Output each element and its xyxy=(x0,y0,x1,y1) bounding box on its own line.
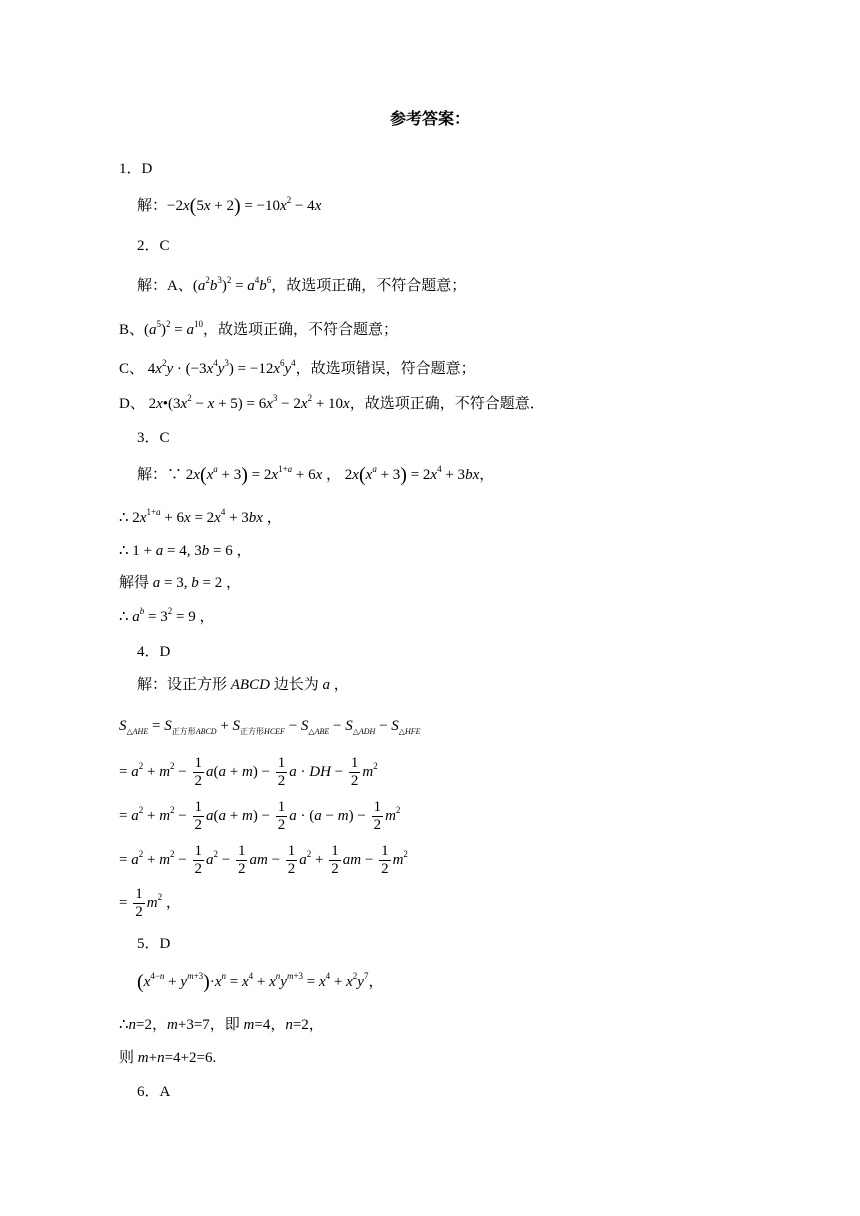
answer-4-step-1: = $a^2 + m^2$ − $\frac{1}{2}$ a(a + m) − $\frac{1}{2}$ a · DH − $\frac{1}{2}$ $m^2$ xyxy=(119,755,378,789)
answer-5-label: 5．D xyxy=(137,936,171,952)
answer-3-line-3: ∴ 1 + a = 4, 3b = 6 ， xyxy=(119,543,252,559)
answer-5-line-2: ∴n=2，m+3=7，即 m=4，n=2， xyxy=(119,1017,324,1033)
answer-4-result: = $\frac{1}{2}$ $m^2$ ， xyxy=(119,886,181,920)
answer-3-line-1: 解：∵ $2x(x^a + 3) = 2x^{1+a} + 6x$ ， $2x(x^a + 3) = 2x^4 + 3bx$， xyxy=(137,464,495,486)
answer-5-equation: $(x^{4-n} + y^{m+3})\cdot x^n = x^4 + x^ny^{m+3} = x^4 + x^2y^7$， xyxy=(137,971,384,993)
answer-3-line-5: ∴ $a^b = 3^2 = 9$ ， xyxy=(119,606,215,625)
answer-2-option-b: B、$(a^5)^2 = a^{10}$，故选项正确，不符合题意； xyxy=(119,319,398,338)
answer-3-line-4: 解得 a = 3, b = 2 ， xyxy=(119,575,241,591)
answer-2-option-a: 解：A、$(a^2b^3)^2 = a^4b^6$，故选项正确，不符合题意； xyxy=(137,275,467,294)
answer-4-step-3: = $a^2 + m^2$ − $\frac{1}{2}$ $a^2$ − $\frac{1}{2}$ am − $\frac{1}{2}$ $a^2$ + $\frac{1}{2}$ am − $\frac{1}{2}$ $m^2$ xyxy=(119,843,408,877)
answer-5-line-3: 则 m+n=4+2=6. xyxy=(119,1050,217,1066)
answer-6-label: 6．A xyxy=(137,1084,171,1100)
answer-4-label: 4．D xyxy=(137,644,171,660)
answer-3-label: 3．C xyxy=(137,430,170,446)
answer-1-label: 1．D xyxy=(119,161,153,177)
answer-2-option-d: D、 $2x•(3x^2 - x + 5) = 6x^3 - 2x^2 + 10x$，故选项正确，不符合题意． xyxy=(119,393,545,412)
answer-2-option-c: C、 $4x^2y \cdot (-3x^4y^3) = -12x^6y^4$，故选项错误，符合题意； xyxy=(119,358,476,377)
page-title: 参考答案： xyxy=(389,111,470,128)
answer-1-solution: 解：$-2x(5x + 2) = -10x^2 - 4x$ xyxy=(137,195,322,217)
answer-2-label: 2．C xyxy=(137,238,170,254)
answer-3-line-2: ∴ $2x^{1+a} + 6x = 2x^4 + 3bx$ ， xyxy=(119,507,282,526)
answer-4-step-2: = $a^2 + m^2$ − $\frac{1}{2}$ a(a + m) − $\frac{1}{2}$ a · (a − m) − $\frac{1}{2}$ $m^2$ xyxy=(119,799,401,833)
answer-4-intro: 解：设正方形 ABCD 边长为 a ， xyxy=(137,677,349,693)
answer-4-area-formula: $S_{\triangle AHE} = S_{正方形ABCD} + S_{正方形HCEF} - S_{\triangle ABE} - S_{\triangle ADH} - S_{\triangle HFE}$ xyxy=(119,718,421,736)
